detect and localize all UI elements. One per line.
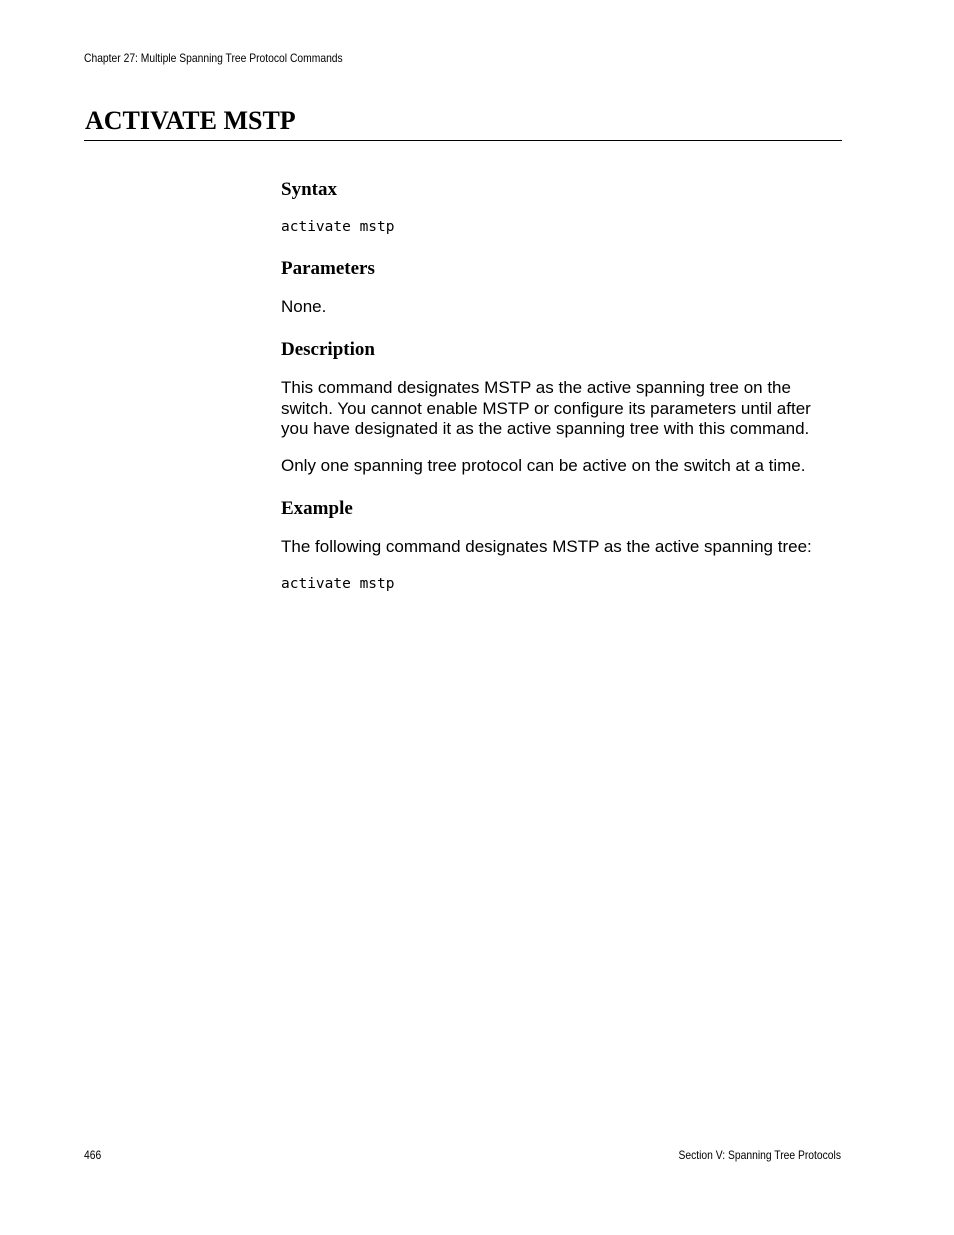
- description-heading: Description: [281, 339, 375, 360]
- parameters-heading: Parameters: [281, 258, 375, 279]
- page-title: ACTIVATE MSTP: [85, 106, 296, 135]
- parameters-text: None.: [281, 297, 327, 316]
- footer-section: Section V: Spanning Tree Protocols: [678, 1148, 841, 1162]
- syntax-heading: Syntax: [281, 179, 337, 200]
- example-heading: Example: [281, 498, 353, 519]
- example-text: The following command designates MSTP as the active spanning tree:: [281, 537, 812, 556]
- page-number: 466: [84, 1148, 102, 1162]
- title-rule: [84, 140, 842, 141]
- description-paragraph-2: Only one spanning tree protocol can be active on the switch at a time.: [281, 456, 806, 475]
- syntax-code: activate mstp: [281, 219, 395, 235]
- running-header: Chapter 27: Multiple Spanning Tree Protocol Commands: [84, 51, 343, 65]
- description-paragraph-1: This command designates MSTP as the active spanning tree on the switch. You cannot enable MSTP or configure its parameters until after you have designated it as the active spanning tree with this command.: [281, 378, 811, 438]
- example-code: activate mstp: [281, 576, 395, 592]
